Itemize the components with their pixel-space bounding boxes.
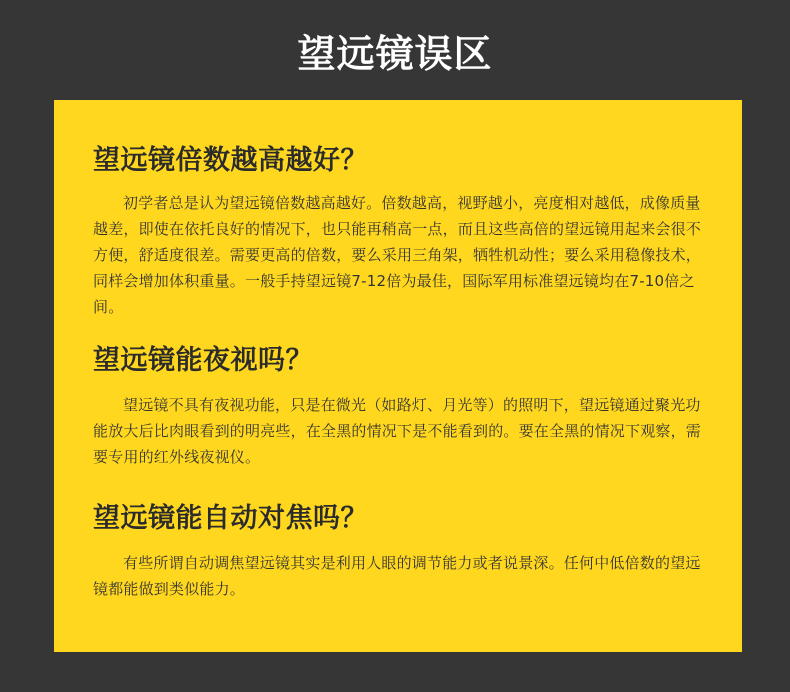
section-heading: 望远镜能自动对焦吗？ xyxy=(93,503,368,534)
section-high-magnification xyxy=(93,144,707,320)
section-body: 初学者总是认为望远镜倍数越高越好。倍数越高，视野越小，亮度相对越低，成像质量越差，即使在依托良好的情况下，也只能再稍高一点，而且这些高倍的望远镜用起来会很不方便，舒适度很差。需要更高的倍数，要么采用三角架，牺牲机动性；要么采用稳像技术，同样会增加体积重量。一般手持望远镜7-12倍为最佳，国际军用标准望远镜均在7-10倍之间。 xyxy=(93,194,702,316)
section-heading: 望远镜能夜视吗？ xyxy=(93,345,313,376)
content-panel xyxy=(54,100,742,652)
section-auto-focus xyxy=(93,502,707,602)
section-night-vision xyxy=(93,344,707,470)
section-heading: 望远镜倍数越高越好？ xyxy=(93,145,368,176)
section-body: 有些所谓自动调焦望远镜其实是利用人眼的调节能力或者说景深。任何中低倍数的望远镜都能做到类似能力。 xyxy=(93,554,701,598)
section-body: 望远镜不具有夜视功能，只是在微光（如路灯、月光等）的照明下，望远镜通过聚光功能放大后比肉眼看到的明亮些，在全黑的情况下是不能看到的。要在全黑的情况下观察，需要专用的红外线夜视仪。 xyxy=(93,396,702,466)
page-title: 望远镜误区 xyxy=(297,32,493,76)
